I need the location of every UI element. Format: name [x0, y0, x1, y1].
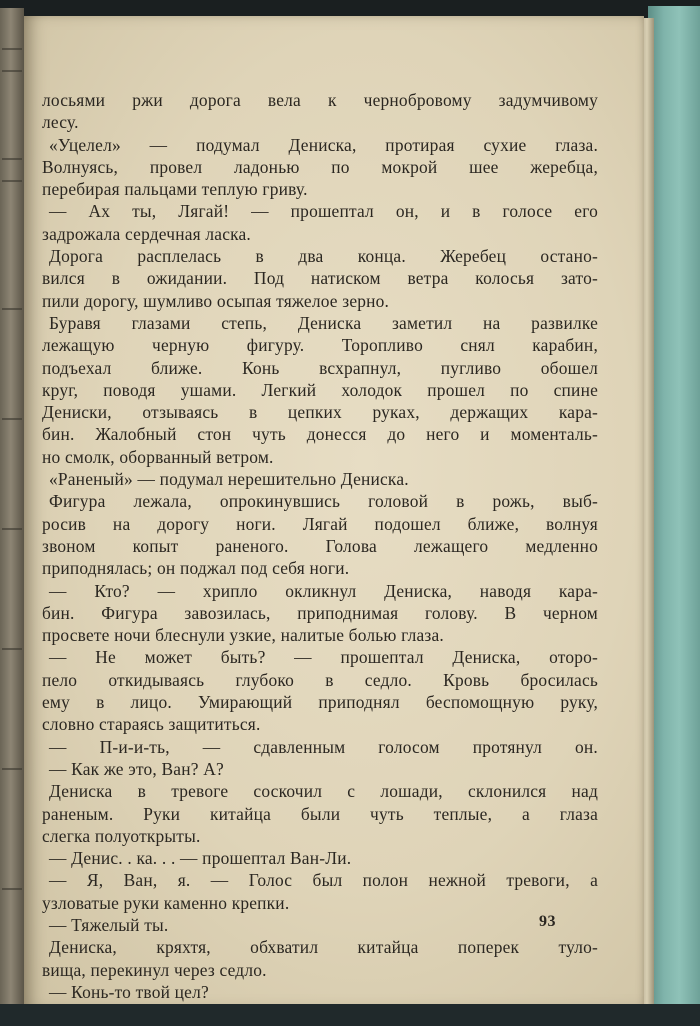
text-line: Дениска в тревоге соскочил с лошади, склонился над — [49, 781, 598, 802]
text-line: росив на дорогу ноги. Лягай подошел ближе, волнуя — [42, 513, 598, 534]
page-text — [42, 89, 598, 1003]
book-cover — [648, 6, 700, 1018]
text-line: — Я, Ван, я. — Голос был полон нежной тревоги, а — [49, 870, 598, 891]
text-line: приподнялась; он поджал под себя ноги. — [42, 558, 350, 579]
text-line: ему в лицо. Умирающий приподнял беспомощную руку, — [42, 692, 598, 713]
text-line: Дениска, кряхтя, обхватил китайца поперек туло- — [49, 937, 598, 958]
text-line: — П-и-и-ть, — сдавленным голосом протянул он. — [49, 736, 598, 757]
text-line: звоном копыт раненого. Голова лежащего медленно — [42, 535, 598, 556]
text-line: бин. Фигура завозилась, приподнимая голову. В черном — [42, 602, 598, 623]
text-line: задрожала сердечная ласка. — [42, 223, 251, 244]
text-line: «Уцелел» — подумал Дениска, протирая сухие глаза. — [49, 134, 598, 155]
text-line: — Как же это, Ван? А? — [49, 758, 224, 779]
text-line: пело откидываясь глубоко в седло. Кровь бросилась — [42, 669, 598, 690]
text-line: — Тяжелый ты. — [49, 914, 169, 935]
text-line: Дорога расплелась в два конца. Жеребец остано- — [49, 246, 598, 267]
text-line: — Кто? — хрипло окликнул Дениска, наводя кара- — [49, 580, 598, 601]
text-line: раненым. Руки китайца были чуть теплые, а глаза — [42, 803, 598, 824]
text-line: лосьями ржи дорога вела к чернобровому задумчивому — [42, 90, 598, 110]
text-line: пили дорогу, шумливо осыпая тяжелое зерно. — [42, 290, 390, 311]
text-line: Фигура лежала, опрокинувшись головой в рожь, выб- — [49, 491, 598, 512]
text-line: лежащую черную фигуру. Торопливо снял карабин, — [42, 335, 598, 356]
text-line: просвете ночи блеснули узкие, налитые болью глаза. — [42, 625, 444, 646]
text-line: Дениски, отзываясь в цепких руках, держащих кара- — [42, 402, 598, 423]
text-line: круг, поводя ушами. Легкий холодок прошел по спине — [42, 379, 598, 400]
text-line: вища, перекинул через седло. — [42, 959, 267, 980]
text-line: узловатые руки каменно крепки. — [42, 892, 290, 913]
text-line: но смолк, оборванный ветром. — [42, 446, 274, 467]
text-line: бин. Жалобный стон чуть донесся до него и моменталь- — [42, 424, 598, 445]
page-number: 93 — [539, 913, 556, 930]
text-line: — Ах ты, Лягай! — прошептал он, и в голосе его — [49, 201, 598, 222]
text-line: «Раненый» — подумал нерешительно Дениска. — [49, 469, 409, 490]
text-line: Буравя глазами степь, Дениска заметил на развилке — [49, 312, 598, 333]
text-line: — Не может быть? — прошептал Дениска, оторо- — [49, 647, 598, 668]
text-line: — Денис. . ка. . . — прошептал Ван-Ли. — [49, 848, 352, 869]
text-line: словно стараясь защититься. — [42, 714, 261, 735]
text-line: слегка полуоткрыты. — [42, 825, 201, 846]
text-line: — Конь-то твой цел? — [49, 981, 209, 1002]
book-page — [24, 16, 644, 1008]
text-line: вился в ожидании. Под натиском ветра колосья зато- — [42, 268, 598, 289]
left-facing-page-edge — [0, 8, 24, 1008]
text-line: подъехал ближе. Конь всхрапнул, пугливо обошел — [42, 357, 598, 378]
text-line: Волнуясь, провел ладонью по мокрой шее жеребца, — [42, 156, 598, 177]
text-line: лесу. — [42, 112, 79, 133]
text-line: перебирая пальцами теплую гриву. — [42, 179, 308, 200]
bottom-shadow — [0, 1004, 700, 1026]
